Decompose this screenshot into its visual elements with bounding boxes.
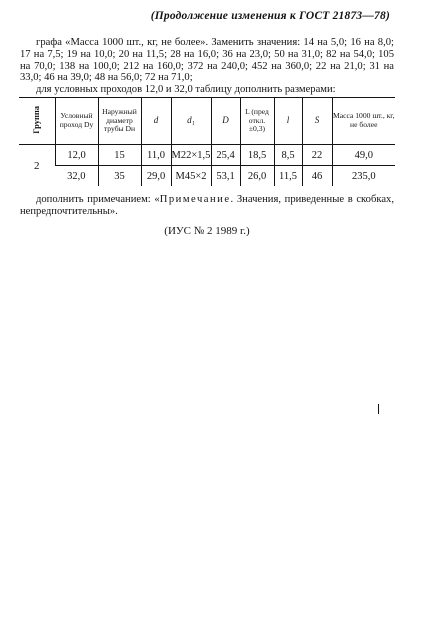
col-header-dn: Наружный диаметр трубы Dн [98,98,141,145]
col-header-L: L (пред откл. ±0,3) [240,98,274,145]
col-header-S: S [302,98,332,145]
col-header-group: Группа [19,98,55,145]
cell-dy: 32,0 [67,170,86,182]
paragraph-note [20,194,394,218]
dimensions-table [19,97,395,186]
note-lead: дополнить примечанием: « [36,194,160,205]
cell-l: 11,5 [274,166,302,187]
table-header-row [19,98,395,145]
paragraph-table-intro: для условных проходов 12,0 и 32,0 таблицу дополнить размерами: [36,84,336,95]
cell-group: 2 [34,159,40,172]
col-header-mass: Масса 1000 шт., кг, не более [332,98,395,145]
cell-D: 25,4 [211,145,240,166]
cell-mass: 49,0 [332,145,395,166]
cell-mass: 235,0 [332,166,395,187]
note-word: Примечание [159,194,231,205]
paragraph-mass-replacements: графа «Масса 1000 шт., кг, не более». Заменить значения: 14 на 5,0; 16 на 8,0; 17 на 7,5; 19 на 10,0; 20 на 11,5; 28 на 16,0; 36 на 23,0; 50 на 31,0; 82 на 54,0; 105 на 70,0; 138 на 100,0; 212 на 160,0; 372 на 240,0; 452 на 360,0; 22 на 21,0; 31 на 33,0; 46 на 39,0; 48 на 56,0; 72 на 71,0; [20,37,394,84]
col-header-d1: d₁ [171,98,211,145]
col-header-dy: Условный проход Dу [55,98,98,145]
ius-reference: (ИУС № 2 1989 г.) [164,225,250,237]
header-reference: (Продолжение изменения к ГОСТ 21873—78) [150,10,390,22]
cell-d: 29,0 [141,166,171,187]
table-row [19,166,395,187]
cell-dn: 35 [98,166,141,187]
margin-tick-mark [378,404,379,414]
cell-D: 53,1 [211,166,240,187]
cell-dy: 12,0 [55,145,98,166]
cell-d: 11,0 [141,145,171,166]
table-row [19,145,395,166]
col-header-l: l [274,98,302,145]
cell-l: 8,5 [274,145,302,166]
col-header-d: d [141,98,171,145]
cell-S: 46 [302,166,332,187]
cell-L: 26,0 [240,166,274,187]
cell-dn: 15 [98,145,141,166]
cell-L: 18,5 [240,145,274,166]
cell-d1: M22×1,5 [171,145,211,166]
cell-d1: M45×2 [171,166,211,187]
cell-S: 22 [302,145,332,166]
col-header-D: D [211,98,240,145]
note-rest: . Значения, приведенные в скобках, непредпочтительны». [20,194,394,217]
